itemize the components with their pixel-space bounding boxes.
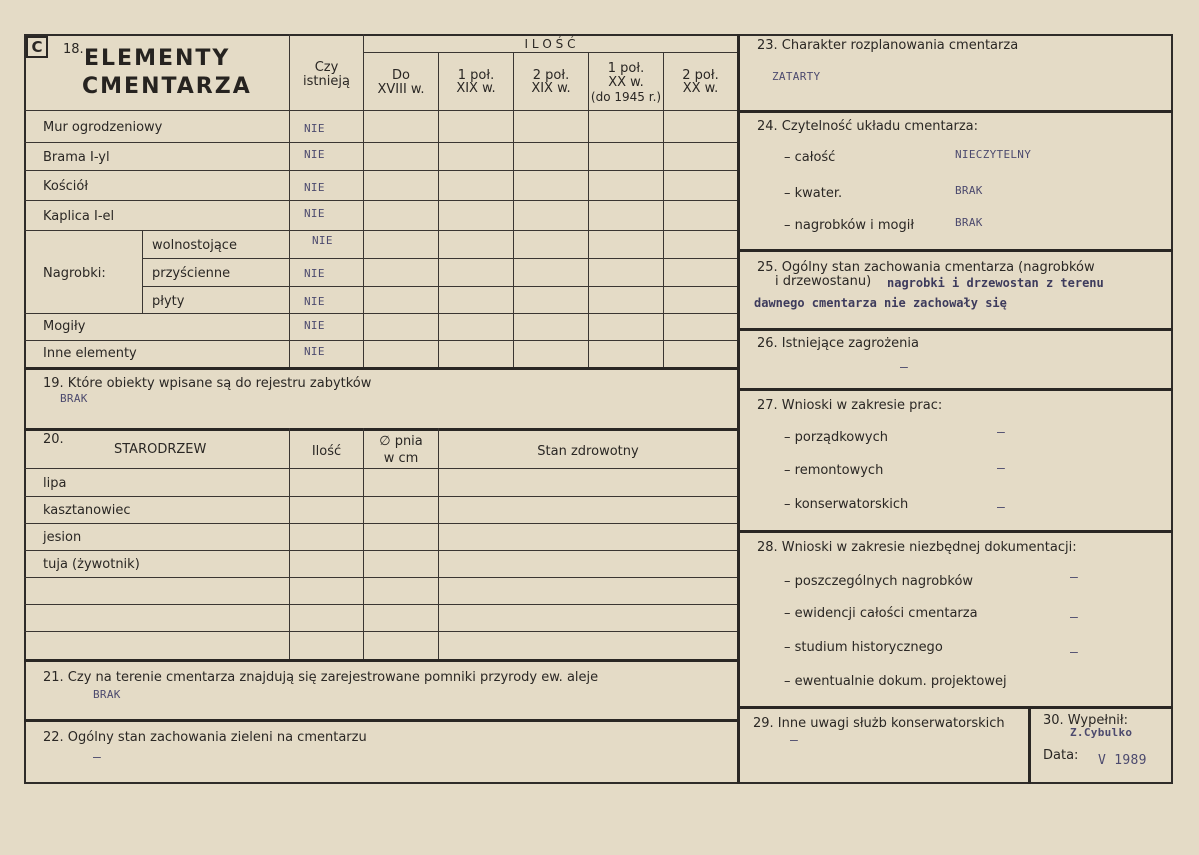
s18-col-czy-2: istnieją [303,74,350,89]
s27-item-porzadkowych: – porządkowych [784,430,888,445]
value-kosciol: NIE [304,181,325,194]
s24-label: 24. Czytelność układu cmentarza: [757,119,979,134]
s24-value-calosc: NIECZYTELNY [955,148,1032,161]
s18-row-line [24,313,737,314]
s20-row-line [24,577,737,578]
s20-bottom-line [24,659,737,662]
row-label-inne: Inne elementy [43,346,137,361]
s18-col-line [438,52,439,367]
s18-bottom-line [24,367,737,370]
s20-row-line [24,496,737,497]
s26-value: — [900,360,908,375]
s18-row-line [24,200,737,201]
s20-col-line [438,428,439,660]
s18-row-line [24,142,737,143]
s22-label: 22. Ogólny stan zachowania zieleni na cmentarzu [43,730,367,745]
row-label-plyty: płyty [152,294,185,309]
value-brama: NIE [304,148,325,161]
s27-value-porzadkowych: — [997,425,1005,440]
s29-s30-divider [1028,706,1031,784]
s18-col1-l2: XVIII w. [377,82,425,97]
s18-row-line [24,110,737,111]
s27-bottom-line [737,530,1173,533]
s29-value: — [790,733,798,748]
s18-col5-l2: XX w. [682,81,719,96]
s18-col4-l2: XX w. [608,75,644,90]
s21-value: BRAK [93,688,121,701]
s23-label: 23. Charakter rozplanowania cmentarza [757,38,1019,53]
tree-kasztanowiec: kasztanowiec [43,503,131,518]
s18-col-czy-1: Czy [314,60,339,75]
value-kaplica: NIE [304,207,325,220]
row-label-mogily: Mogiły [43,319,86,334]
s19-value: BRAK [60,392,88,405]
value-plyty: NIE [304,295,325,308]
s24-item-nagrobkow: – nagrobków i mogił [784,218,915,233]
s25-label-2: i drzewostanu) [775,274,872,289]
s30-name: Z.Cybulko [1070,726,1133,739]
s25-value-1: nagrobki i drzewostan z terenu [887,276,1104,290]
s30-date: V 1989 [1098,753,1147,768]
s28-item-ewidencji: – ewidencji całości cmentarza [784,606,978,621]
s20-col-pnia-2: w cm [383,451,419,466]
s20-col-stan: Stan zdrowotny [537,444,639,459]
s24-value-nagrobkow: BRAK [955,216,983,229]
s28-label: 28. Wnioski w zakresie niezbędnej dokumentacji: [757,540,1077,555]
row-label-nagrobki: Nagrobki: [43,266,106,281]
s18-col3-l2: XIX w. [531,81,571,96]
s23-bottom-line [737,110,1173,113]
s20-row-line [24,468,737,469]
s20-col-line [289,428,290,660]
section-letter-box: C [26,36,48,58]
s18-col-line [513,52,514,367]
row-label-wolnostojace: wolnostojące [152,238,237,253]
s20-title: STARODRZEW [114,442,207,457]
s20-row-line [24,550,737,551]
value-inne: NIE [304,345,325,358]
tree-tuja: tuja (żywotnik) [43,557,140,572]
s18-title-line2: CMENTARZA [82,74,252,99]
value-przyscienne: NIE [304,267,325,280]
s26-bottom-line [737,388,1173,391]
s21-label: 21. Czy na terenie cmentarza znajdują się zarejestrowane pomniki przyrody ew. aleje [43,670,599,685]
s18-col4-l3: (do 1945 r.) [590,90,662,104]
s28-item-projektowej: – ewentualnie dokum. projektowej [784,674,1007,689]
s22-value: — [93,750,101,765]
s28-item-studium: – studium historycznego [784,640,943,655]
s28-value-nagrobkow: – [1070,570,1078,585]
s18-col2-l1: 1 poł. [457,68,495,83]
row-label-przyscienne: przyścienne [152,266,231,281]
s20-number: 20. [43,432,64,447]
s18-row-line [24,230,737,231]
s18-col2-l2: XIX w. [456,81,496,96]
s27-value-konserwatorskich: — [997,500,1005,515]
s18-row-line [142,258,737,259]
row-label-brama: Brama I-yl [43,150,110,165]
s25-bottom-line [737,328,1173,331]
s18-col4-l1: 1 poł. [607,61,645,76]
s30-date-label: Data: [1043,748,1079,763]
s28-bottom-line [737,706,1173,709]
row-label-mur: Mur ogrodzeniowy [43,120,163,135]
s28-item-nagrobkow: – poszczególnych nagrobków [784,574,974,589]
s25-label-1: 25. Ogólny stan zachowania cmentarza (nagrobków [757,260,1095,275]
s18-col5-l1: 2 poł. [682,68,719,83]
tree-jesion: jesion [43,530,82,545]
s18-number: 18. [63,42,84,57]
s19-bottom-line [24,428,737,431]
s27-label: 27. Wnioski w zakresie prac: [757,398,943,413]
s18-ilosc-label: I L O Ś Ć [524,37,576,51]
s20-col-pnia-1: ∅ pnia [379,434,423,449]
s27-value-remontowych: — [997,461,1005,476]
s20-row-line [24,604,737,605]
s20-row-line [24,523,737,524]
s18-ilosc-underline [363,52,737,53]
s18-title-line1: ELEMENTY [84,46,231,71]
s18-col1-l1: Do [392,68,410,83]
s28-value-ewidencji: – [1070,610,1078,625]
s21-bottom-line [24,719,737,722]
s19-label: 19. Które obiekty wpisane są do rejestru zabytków [43,376,372,391]
s25-value-2: dawnego cmentarza nie zachowały się [754,296,1007,310]
s24-item-calosc: – całość [784,150,836,165]
value-wolnostojace: NIE [312,234,333,247]
row-label-kaplica: Kaplica I-el [43,209,115,224]
value-mur: NIE [304,122,325,135]
s18-row-line [142,286,737,287]
s23-value: ZATARTY [772,70,821,83]
s29-label: 29. Inne uwagi służb konserwatorskich [753,716,1005,731]
s26-label: 26. Istniejące zagrożenia [757,336,919,351]
s20-row-line [24,631,737,632]
s18-row-line [24,170,737,171]
value-mogily: NIE [304,319,325,332]
s24-item-kwater: – kwater. [784,186,843,201]
s28-value-studium: – [1070,645,1078,660]
tree-lipa: lipa [43,476,67,491]
s30-label: 30. Wypełnił: [1043,713,1128,728]
row-label-kosciol: Kościół [43,179,89,194]
s27-item-remontowych: – remontowych [784,463,884,478]
s24-value-kwater: BRAK [955,184,983,197]
s24-bottom-line [737,249,1173,252]
center-divider [737,34,740,784]
s18-row-line [24,340,737,341]
s20-col-ilosc: Ilość [311,444,342,459]
s18-col3-l1: 2 poł. [532,68,570,83]
s27-item-konserwatorskich: – konserwatorskich [784,497,909,512]
s18-nagrobki-divider [142,230,143,313]
